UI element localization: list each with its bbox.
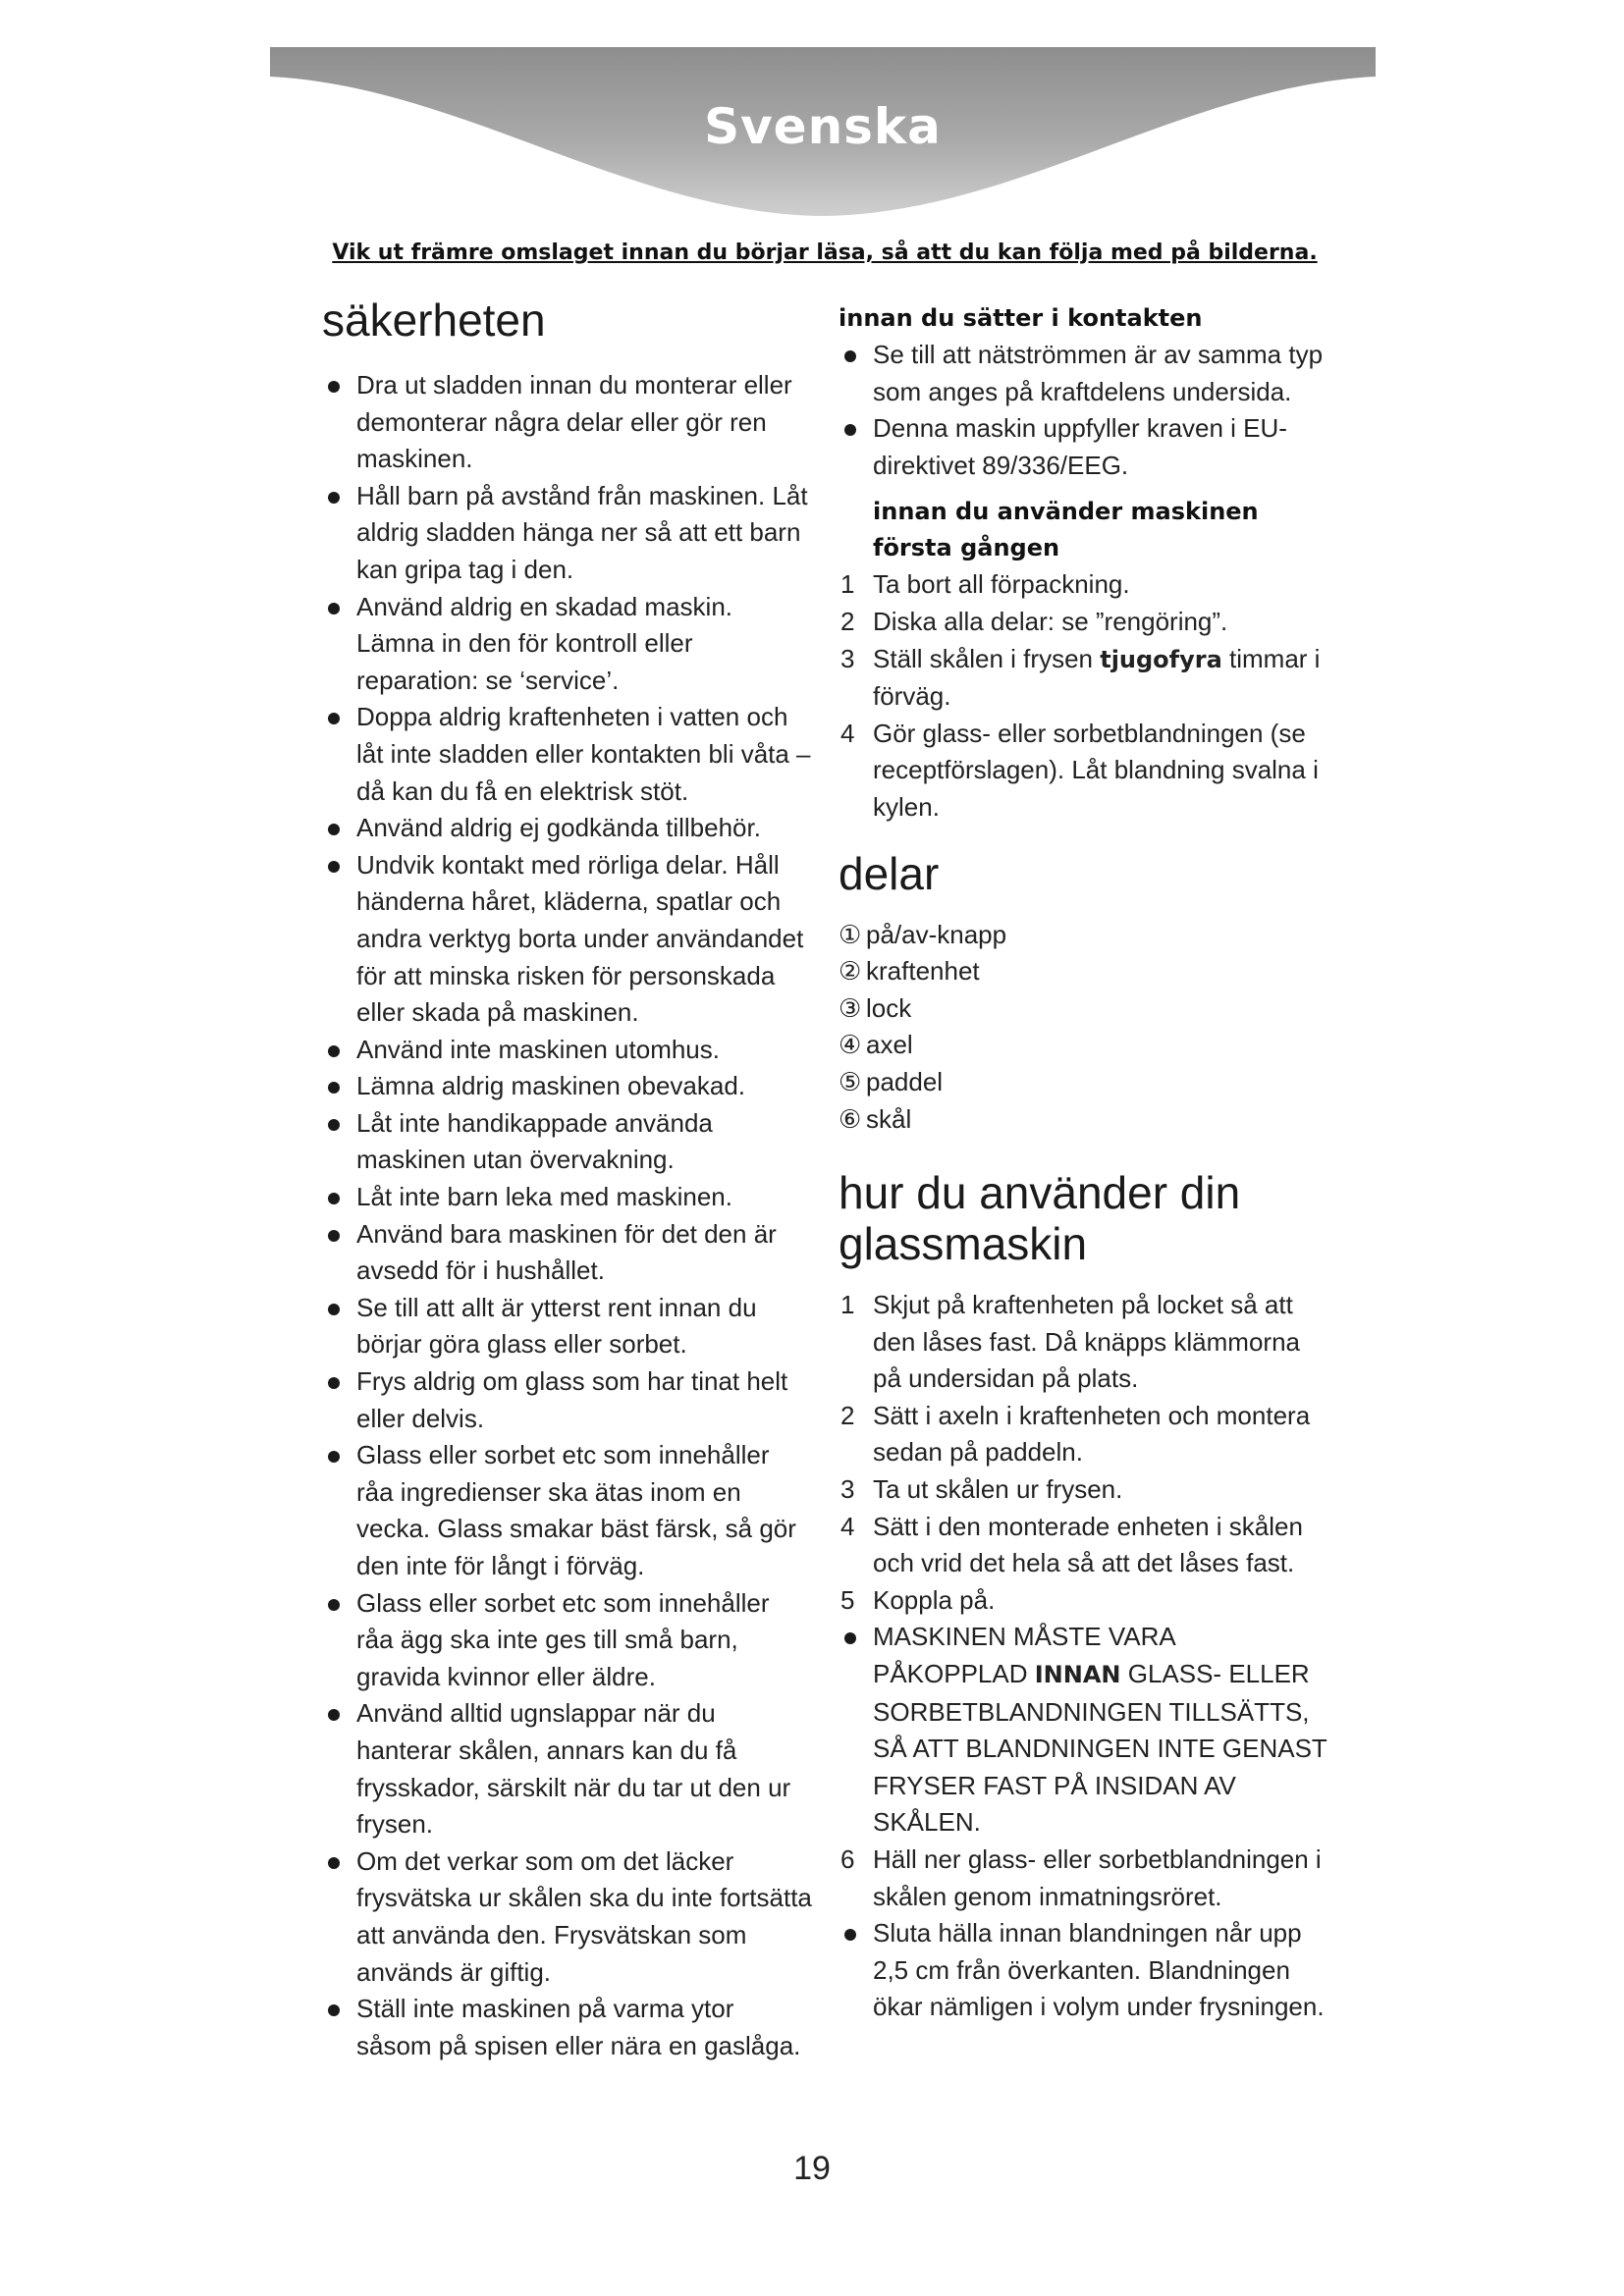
step-number: 1 (840, 1290, 855, 1320)
usage-warning (839, 1619, 1329, 1842)
warning-text: MASKINEN MÅSTE VARA PÅKOPPLAD (873, 1622, 1175, 1689)
safety-item: Använd aldrig ej godkända tillbehör. (322, 810, 813, 847)
first-use-step (839, 566, 1329, 604)
part-number: ① (839, 919, 862, 949)
part-label: på/av-knapp (866, 919, 1007, 949)
step-text: Sätt i axeln i kraftenheten och montera sedan på paddeln. (873, 1400, 1311, 1468)
page-number: 19 (793, 2150, 831, 2187)
first-use-heading-line1: innan du använder maskinen (873, 498, 1259, 526)
part-label: lock (866, 992, 912, 1023)
safety-item: Undvik kontakt med rörliga delar. Håll händerna håret, kläderna, spatlar och andra verktyg borta under användandet för att minska risken för personskada eller skada på maskinen. (322, 847, 813, 1032)
part-label: skål (866, 1103, 912, 1134)
safety-list (322, 367, 813, 2064)
safety-item: Om det verkar som om det läcker frysvätska ur skålen ska du inte fortsätta att använda den. Frysvätskan som används är giftig. (322, 1843, 813, 1991)
safety-item: Använd inte maskinen utomhus. (322, 1032, 813, 1069)
plug-list (839, 337, 1329, 484)
parts-heading: delar (839, 847, 940, 899)
usage-heading-line2: glassmaskin (839, 1218, 1088, 1270)
step-number: 5 (840, 1584, 855, 1615)
step-text: Ta bort all förpackning. (873, 569, 1130, 600)
part-item (839, 1027, 1329, 1064)
plug-heading: innan du sätter i kontakten (839, 304, 1203, 332)
step-text: Skjut på kraftenheten på locket så att den låses fast. Då knäpps klämmorna på undersidan på plats. (873, 1290, 1300, 1394)
step-number: 3 (840, 1474, 855, 1505)
usage-step (839, 1471, 1329, 1509)
step-text: timmar i förväg. (873, 643, 1321, 712)
part-item (839, 990, 1329, 1028)
step-number: 2 (840, 1400, 855, 1430)
step-number: 1 (840, 569, 855, 600)
plug-item: Denna maskin uppfyller kraven i EU-direktivet 89/336/EEG. (839, 410, 1329, 484)
part-item (839, 953, 1329, 990)
part-item (839, 917, 1329, 954)
usage-step-6 (839, 1842, 1329, 1915)
step-text: Gör glass- eller sorbetblandningen (se receptförslagen). Låt blandning svalna i kylen. (873, 718, 1319, 822)
safety-item: Ställ inte maskinen på varma ytor såsom på spisen eller nära en gaslåga. (322, 1991, 813, 2064)
step-number: 3 (840, 643, 855, 673)
safety-item: Frys aldrig om glass som har tinat helt eller delvis. (322, 1363, 813, 1437)
safety-item: Håll barn på avstånd från maskinen. Låt aldrig sladden hänga ner så att ett barn kan gripa tag i den. (322, 478, 813, 589)
usage-step (839, 1582, 1329, 1620)
safety-item: Använd aldrig en skadad maskin. Lämna in den för kontroll eller reparation: se ‘service’. (322, 589, 813, 700)
step-text: Koppla på. (873, 1584, 996, 1615)
safety-item: Använd alltid ugnslappar när du hanterar skålen, annars kan du få frysskador, särskilt när du tar ut den ur frysen. (322, 1695, 813, 1842)
usage-step (839, 1509, 1329, 1582)
plug-item: Se till att nätströmmen är av samma typ som anges på kraftdelens undersida. (839, 337, 1329, 410)
safety-item: Glass eller sorbet etc som innehåller råa ingredienser ska ätas inom en vecka. Glass smakar bäst färsk, så gör den inte för långt i förväg. (322, 1437, 813, 1584)
safety-item: Låt inte handikappade använda maskinen utan övervakning. (322, 1105, 813, 1179)
usage-warning-list (839, 1619, 1329, 1842)
part-number: ⑤ (839, 1066, 862, 1096)
part-label: axel (866, 1030, 913, 1060)
step-number: 2 (840, 606, 855, 636)
usage-step (839, 1842, 1329, 1915)
safety-heading: säkerheten (322, 294, 546, 346)
safety-item: Låt inte barn leka med maskinen. (322, 1179, 813, 1216)
first-use-heading-line2: första gången (873, 534, 1060, 562)
part-number: ② (839, 956, 862, 987)
first-use-steps (839, 566, 1329, 826)
warning-emphasis: INNAN (1034, 1661, 1121, 1689)
first-use-step (839, 604, 1329, 641)
first-use-step (839, 641, 1329, 716)
language-title: Svenska (704, 98, 942, 155)
step-number: 6 (840, 1844, 855, 1874)
safety-item: Använd bara maskinen för det den är avsedd för i hushållet. (322, 1216, 813, 1290)
usage-heading-line1: hur du använder din (839, 1167, 1241, 1219)
step-text: Ta ut skålen ur frysen. (873, 1474, 1123, 1505)
left-column (322, 294, 813, 2064)
right-column (839, 300, 1329, 2026)
part-number: ⑥ (839, 1103, 862, 1134)
step-number: 4 (840, 1511, 855, 1541)
step-text: Sätt i den monterade enheten i skålen och vrid det hela så att det låses fast. (873, 1511, 1303, 1578)
step-text: Häll ner glass- eller sorbetblandningen i skålen genom inmatningsröret. (873, 1844, 1322, 1911)
safety-item: Dra ut sladden innan du monterar eller demonterar några delar eller gör ren maskinen. (322, 367, 813, 478)
step-text: Ställ skålen i frysen (873, 643, 1101, 673)
usage-step (839, 1287, 1329, 1398)
language-banner (270, 47, 1376, 220)
part-number: ③ (839, 992, 862, 1023)
first-use-step (839, 716, 1329, 827)
part-label: paddel (866, 1066, 944, 1096)
part-label: kraftenhet (866, 956, 980, 987)
usage-note-list (839, 1915, 1329, 2026)
part-number: ④ (839, 1030, 862, 1060)
intro-note: Vik ut främre omslaget innan du börjar läsa, så att du kan följa med på bilderna. (332, 240, 1318, 265)
usage-note: Sluta hälla innan blandningen når upp 2,5 cm från överkanten. Blandningen ökar nämligen i volym under frysningen. (839, 1915, 1329, 2026)
usage-steps (839, 1287, 1329, 1619)
warning-text: GLASS- ELLER SORBETBLANDNINGEN TILLSÄTTS, SÅ ATT BLANDNINGEN INTE GENAST FRYSER FAST PÅ INSIDAN AV SKÅLEN. (873, 1659, 1327, 1838)
step-number: 4 (840, 718, 855, 748)
usage-step (839, 1398, 1329, 1471)
parts-list (839, 917, 1329, 1139)
part-item (839, 1101, 1329, 1139)
safety-item: Doppa aldrig kraftenheten i vatten och låt inte sladden eller kontakten bli våta – då kan du få en elektrisk stöt. (322, 699, 813, 810)
usage-heading (839, 1167, 1329, 1269)
first-use-heading (839, 494, 1329, 566)
step-text: Diska alla delar: se ”rengöring”. (873, 606, 1228, 636)
part-item (839, 1064, 1329, 1101)
safety-item: Se till att allt är ytterst rent innan du börjar göra glass eller sorbet. (322, 1290, 813, 1363)
safety-item: Lämna aldrig maskinen obevakad. (322, 1068, 813, 1105)
safety-item: Glass eller sorbet etc som innehåller råa ägg ska inte ges till små barn, gravida kvinnor eller äldre. (322, 1585, 813, 1696)
step-emphasis: tjugofyra (1100, 645, 1222, 673)
